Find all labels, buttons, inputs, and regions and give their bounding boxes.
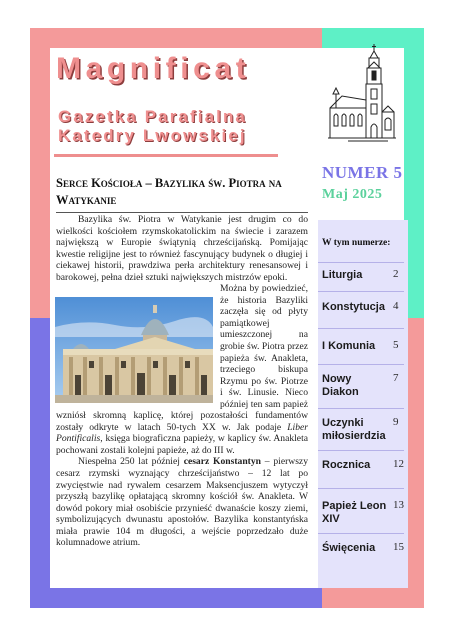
masthead-title: Magnificat (56, 52, 251, 85)
toc-item-label[interactable]: I Komunia (322, 340, 376, 352)
toc-item-page: 12 (393, 458, 404, 470)
toc-item-page: 7 (393, 372, 399, 384)
frame-bottom-right (322, 588, 424, 608)
article-paragraph-2-start: Można by powiedzieć, że historia Bazyliki zaczęła się od płyty pamiątkowej umieszczonej na grobie św. Piotra przez papieża św. Anakleta, trzeciego biskupa Rzymu po św. Piotrze i św. Linusie. Nieco później ten sam papież wzniósł skromną kaplicę, której pozostałości fundamentów zostały odkryte w latach 50-tych XX w. Jak podaje (56, 283, 308, 433)
emphasis-name: cesarz Konstantyn (183, 456, 262, 468)
toc-divider (318, 488, 404, 489)
masthead-underline (54, 154, 278, 157)
toc-item-page: 4 (393, 300, 399, 312)
toc-item-label[interactable]: Papież Leon XIV (322, 500, 387, 525)
toc-divider (318, 408, 404, 409)
toc-item-label[interactable]: Uczynki miłosierdzia (322, 417, 386, 442)
article-paragraph-1: Bazylika św. Piotra w Watykanie jest drugim co do wielkości kościołem rzymskokatolickim na świecie i zarazem największą w Europie świątynią chrześcijańską. Pomijając kwestie religijne jest to również fascynujący budynek o długiej i ciekawej historii, prawdziwa perła architektury renesansowej i barokowej, pełna dzieł sztuki największych mistrzów epoki. (56, 214, 308, 283)
book-title: Liber Pontificalis (56, 421, 308, 445)
toc-item-page: 2 (393, 268, 399, 280)
issue-number: NUMER 5 (322, 163, 403, 182)
toc-item-page: 5 (393, 339, 399, 351)
article-paragraph (56, 456, 308, 548)
toc-item-page: 15 (393, 541, 404, 553)
frame-left-top (30, 28, 50, 318)
toc-divider (318, 450, 404, 451)
headline-underline (56, 212, 308, 213)
article-paragraph-3-start: Niespełna 250 lat później (78, 456, 184, 468)
toc-item-label[interactable]: Liturgia (322, 269, 363, 281)
toc-divider (318, 533, 404, 534)
frame-bottom-left (30, 588, 322, 608)
frame-top-left (30, 28, 322, 48)
frame-left-bottom (30, 318, 50, 608)
article-paragraph-2-end: , księga biograficzna papieży, w kaplicy św. Anakleta pochowani zostali kolejni papieże, aż do III w. (56, 433, 308, 456)
toc-divider (318, 328, 404, 329)
toc-item-page: 9 (393, 416, 399, 428)
toc-heading: W tym numerze: (322, 238, 391, 248)
masthead-subtitle-line1: Gazetka Parafialna (58, 107, 247, 126)
article-paragraph (56, 214, 308, 283)
cathedral-drawing-icon (328, 42, 396, 146)
toc-divider (318, 262, 404, 263)
toc-divider (318, 291, 404, 292)
toc-item-label[interactable]: Nowy Diakon (322, 373, 359, 398)
toc-item-label[interactable]: Święcenia (322, 542, 376, 554)
toc-item-page: 13 (393, 499, 404, 511)
basilica-photo-icon (55, 297, 213, 403)
issue-date: Maj 2025 (322, 187, 383, 202)
masthead-subtitle-line2: Katedry Lwowskiej (58, 126, 247, 145)
article-headline: Serce Kościoła – Bazylika św. Piotra na Watykanie (56, 176, 282, 207)
toc-divider (318, 364, 404, 365)
toc-item-label[interactable]: Konstytucja (322, 301, 385, 313)
toc-item-label[interactable]: Rocznica (322, 459, 371, 471)
article-paragraph-3-end: – pierwszy cesarz rzymski wyznający chrześcijaństwo – 12 lat po zwycięstwie nad rywalem cesarzem Maksencjuszem wytyczył przyszłą bazylikę opłatającą skromny kościół św. Anakleta. W dowód pokory miał osobiście przynieść dwanaście koszy ziemi, symbolizujących dwunastu apostołów. Bazylika konstantyńska miała prawie 104 m długości, a wejście poprzedzało duże kolumnadowe atrium. (56, 456, 308, 549)
